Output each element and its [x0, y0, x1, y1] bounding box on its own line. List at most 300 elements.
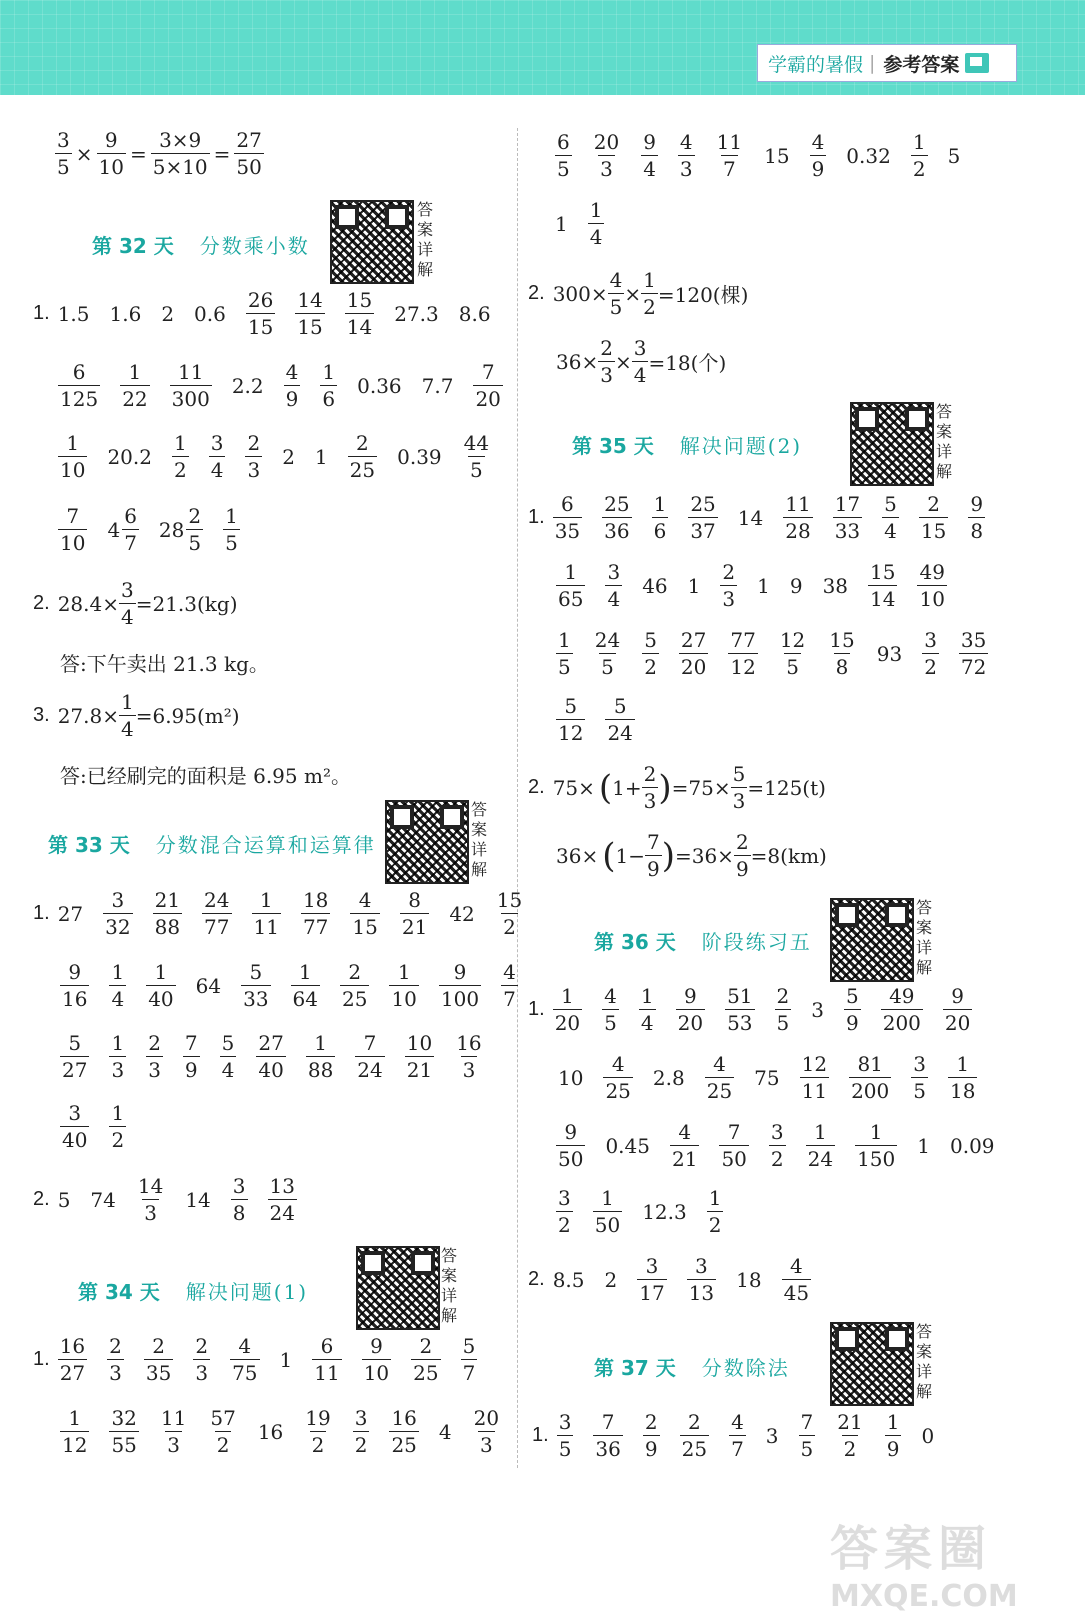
qr-code-icon[interactable] — [330, 200, 414, 284]
math-text: 10 — [919, 587, 945, 611]
math-text: 3 — [111, 1058, 125, 1082]
fraction — [350, 890, 379, 937]
math-text: 75× — [552, 775, 595, 800]
math-text: 2 — [348, 960, 362, 984]
math-text: 5 — [913, 1079, 926, 1103]
math-text: 4 — [713, 1052, 726, 1076]
fraction — [186, 506, 203, 553]
day34-q1-row2 — [60, 1408, 521, 1455]
fraction — [881, 986, 923, 1033]
fraction — [495, 890, 524, 937]
math-text: 5 — [225, 531, 238, 555]
math-text: 2 — [722, 560, 736, 584]
math-text: 1 — [225, 504, 238, 528]
column-divider — [517, 128, 518, 1468]
math-text: 15 — [297, 315, 323, 339]
fraction — [58, 433, 87, 480]
math-text: =21.3(kg) — [135, 591, 238, 616]
math-text: 8 — [835, 655, 849, 679]
math-text: 9 — [646, 857, 660, 881]
math-text: 25 — [349, 458, 376, 482]
math-text: 10 — [363, 1361, 390, 1385]
math-text: 13 — [688, 1281, 715, 1305]
math-text: 5 — [845, 984, 859, 1008]
math-text: 3 — [480, 1433, 493, 1457]
fraction — [60, 1103, 89, 1150]
fraction — [799, 1412, 816, 1459]
math-text: 4 — [238, 1334, 252, 1358]
fraction — [291, 962, 320, 1009]
day32-q2-answer — [60, 648, 289, 677]
qr-label: 答案详解 — [440, 1246, 457, 1325]
fraction — [911, 132, 928, 179]
math-text: 25 — [681, 1437, 708, 1461]
math-text: 27 — [236, 128, 262, 152]
math-text: 5 — [601, 655, 614, 679]
math-text: 25 — [605, 1079, 631, 1103]
fraction — [461, 1336, 478, 1383]
math-text: 27.8× — [57, 703, 119, 728]
math-text: =8(km) — [750, 843, 827, 868]
math-text: 3 — [924, 628, 937, 652]
math-text: 1 — [757, 573, 770, 598]
math-text: =6.95(m²) — [135, 703, 240, 728]
math-text: 93 — [876, 641, 903, 666]
math-text: 4 — [120, 717, 134, 741]
fraction — [882, 494, 899, 541]
math-text: 2 — [644, 1410, 658, 1434]
math-text: 2 — [643, 295, 656, 319]
math-text: 4 — [604, 984, 617, 1008]
math-text: 12 — [730, 655, 756, 679]
right-top-row1 — [555, 132, 980, 179]
fraction — [107, 1336, 124, 1383]
math-text: 6 — [72, 360, 86, 384]
math-text: 1 — [111, 960, 125, 984]
math-text: 24 — [807, 1147, 834, 1171]
fraction — [827, 630, 856, 677]
fraction — [348, 433, 377, 480]
math-text: 7 — [184, 1031, 198, 1055]
math-text: 2 — [912, 157, 926, 181]
math-text: 3 — [633, 336, 647, 360]
math-text: 150 — [857, 1147, 896, 1171]
math-text: 14 — [737, 505, 764, 530]
fraction — [109, 962, 126, 1009]
fraction — [230, 1336, 259, 1383]
math-text: 12 — [801, 1052, 828, 1076]
math-text: 2 — [927, 492, 940, 516]
fraction — [234, 130, 263, 177]
day35-q2a — [528, 764, 846, 811]
math-text: 1 — [558, 628, 571, 652]
math-text: 16 — [257, 1419, 284, 1444]
math-text: 4 — [640, 1011, 654, 1035]
math-text: 53 — [727, 1011, 753, 1035]
math-text: 24 — [357, 1058, 383, 1082]
day32-q1-row2 — [58, 362, 523, 409]
math-text: 15 — [764, 143, 790, 168]
math-text: 4 — [107, 517, 121, 542]
fraction — [643, 1412, 660, 1459]
math-text: 36× — [556, 349, 599, 374]
math-text: 5 — [221, 1031, 235, 1055]
math-text: 14 — [297, 288, 323, 312]
fraction — [919, 494, 948, 541]
math-text: 10 — [391, 987, 417, 1011]
math-text: = — [213, 141, 231, 166]
math-text: 12 — [558, 721, 584, 745]
math-text: 15 — [247, 315, 274, 339]
math-text: 21 — [837, 1410, 863, 1434]
header-title-box — [757, 44, 1017, 82]
math-text: 1− — [615, 843, 645, 868]
math-text: 3 — [210, 431, 224, 455]
math-text: 33 — [243, 987, 269, 1011]
math-text: 9 — [370, 1334, 383, 1358]
qr-label: 答案详解 — [915, 1322, 932, 1401]
math-text: 3. — [33, 704, 50, 726]
math-text: 3 — [558, 1410, 572, 1434]
fraction — [355, 1033, 384, 1080]
math-text: 17 — [639, 1281, 665, 1305]
math-text: 27 — [680, 628, 707, 652]
fraction — [605, 696, 634, 743]
fraction — [783, 494, 812, 541]
math-text: 25 — [391, 1433, 417, 1457]
qr-label: 答案详解 — [915, 898, 932, 977]
math-text: 77 — [730, 628, 756, 652]
math-text: 1 — [886, 1410, 900, 1434]
fraction — [729, 1412, 746, 1459]
math-text: 1 — [813, 1120, 827, 1144]
fraction — [855, 1122, 897, 1169]
math-text: 25 — [690, 492, 716, 516]
math-text: 6 — [322, 387, 336, 411]
math-text: 9 — [811, 157, 825, 181]
math-text: 75 — [754, 1065, 780, 1090]
math-text: 38 — [822, 573, 849, 598]
fraction — [389, 1408, 418, 1455]
math-text: 1 — [111, 1031, 125, 1055]
math-text: 5 — [800, 1437, 814, 1461]
math-text: 2 — [558, 1213, 571, 1237]
math-text: 9 — [564, 1120, 578, 1144]
day33-q1-row3 — [60, 1033, 504, 1080]
fraction — [720, 562, 737, 609]
math-text: 5 — [732, 762, 746, 786]
fraction — [58, 1336, 87, 1383]
math-text: 5 — [249, 960, 263, 984]
fraction — [639, 986, 656, 1033]
math-text: 5 — [470, 458, 483, 482]
math-text: 2 — [843, 1437, 857, 1461]
fraction — [810, 132, 827, 179]
day33-q2 — [33, 1176, 317, 1223]
fraction — [252, 890, 281, 937]
math-text: 8.5 — [552, 1267, 585, 1292]
math-text: 1. — [528, 998, 545, 1020]
math-text: 2 — [644, 655, 657, 679]
math-text: 3 — [732, 789, 746, 813]
fraction — [652, 494, 669, 541]
fraction — [806, 1122, 835, 1169]
math-text: 9 — [285, 387, 299, 411]
fraction — [687, 1256, 716, 1303]
math-text: 9 — [104, 128, 118, 152]
fraction — [245, 433, 262, 480]
math-text: 3 — [195, 1361, 209, 1385]
math-text: 3 — [109, 1361, 122, 1385]
math-text: 3 — [607, 560, 621, 584]
math-text: 8 — [970, 519, 984, 543]
math-text: 2 — [503, 915, 516, 939]
math-text: 65 — [558, 587, 584, 611]
math-text: 3 — [247, 458, 261, 482]
fraction — [868, 562, 897, 609]
math-text: 3 — [913, 1052, 926, 1076]
math-text: 125 — [60, 387, 99, 411]
math-text: 5 — [947, 143, 961, 168]
qr-code-icon[interactable] — [385, 800, 469, 884]
math-text: 10 — [60, 531, 86, 555]
fraction — [728, 630, 757, 677]
day32-q1-row3 — [58, 433, 511, 480]
math-text: 1. — [33, 1348, 50, 1370]
math-text: 81 — [857, 1052, 883, 1076]
math-text: 74 — [90, 1187, 116, 1212]
fraction — [295, 290, 324, 337]
math-text: 3 — [695, 1254, 708, 1278]
math-text: 72 — [960, 655, 987, 679]
math-text: 15 — [496, 888, 523, 912]
fraction — [454, 1033, 483, 1080]
fraction — [719, 1122, 748, 1169]
math-text: 3 — [558, 1186, 571, 1210]
math-text: 1. — [33, 302, 50, 324]
fraction — [60, 1033, 89, 1080]
math-text: 2. — [528, 282, 545, 304]
section-title-day32: 第 32 天 分数乘小数 — [92, 234, 310, 258]
fraction — [556, 1122, 585, 1169]
fraction — [598, 338, 615, 385]
math-text: 2 — [247, 431, 261, 455]
math-text: 12.3 — [642, 1199, 687, 1224]
math-text: 2. — [528, 776, 545, 798]
math-text: =18(个) — [648, 351, 727, 375]
fraction — [284, 362, 301, 409]
math-text: 14 — [346, 315, 373, 339]
math-text: 2 — [735, 830, 749, 854]
math-text: 4 — [678, 1120, 692, 1144]
day36-q1-row2 — [558, 1054, 997, 1101]
math-text: 36 — [604, 519, 630, 543]
math-text: 4 — [679, 130, 693, 154]
math-text: 4 — [811, 130, 825, 154]
math-text: 1 — [869, 1120, 883, 1144]
math-text: 10 — [406, 1031, 433, 1055]
math-text: 21 — [401, 915, 428, 939]
math-text: 100 — [440, 987, 480, 1011]
math-text: 2 — [111, 1128, 125, 1152]
fraction — [256, 1033, 285, 1080]
math-text: 0.36 — [357, 373, 402, 398]
fraction — [439, 962, 481, 1009]
math-text: 4 — [120, 605, 134, 629]
math-text: 4 — [221, 1058, 235, 1082]
math-text: 42 — [449, 901, 475, 926]
math-text: 9 — [453, 960, 467, 984]
math-text: 200 — [882, 1011, 921, 1035]
math-text: 答:下午卖出 21.3 kg。 — [60, 652, 269, 676]
math-text: = — [129, 141, 147, 166]
math-text: 88 — [307, 1058, 334, 1082]
math-text: 24 — [204, 888, 230, 912]
math-text: 3 — [68, 1101, 82, 1125]
fraction — [632, 338, 649, 385]
math-text: 2 — [354, 1433, 368, 1457]
math-text: 2 — [173, 458, 187, 482]
fraction — [603, 1054, 632, 1101]
qr-label: 答案详解 — [935, 402, 952, 481]
math-text: 2 — [708, 1213, 722, 1237]
math-text: 3 — [148, 1058, 161, 1082]
math-text: 33 — [834, 519, 861, 543]
day32-q1-row4 — [58, 506, 260, 553]
math-text: 5 — [188, 531, 202, 555]
math-text: 3×9 — [159, 128, 202, 152]
math-text: 9 — [68, 960, 82, 984]
math-text: 5 — [68, 1031, 82, 1055]
math-text: 25 — [604, 492, 630, 516]
fraction — [731, 764, 748, 811]
fraction — [833, 494, 862, 541]
math-text: ( — [602, 835, 616, 876]
math-text: 50 — [236, 155, 262, 179]
math-text: 2 — [152, 1334, 165, 1358]
math-text: 50 — [721, 1147, 747, 1171]
math-text: 3 — [811, 997, 824, 1022]
math-text: 200 — [851, 1079, 890, 1103]
math-text: 1 — [111, 1101, 125, 1125]
fraction — [835, 1412, 864, 1459]
math-text: 40 — [148, 987, 174, 1011]
math-text: 18 — [950, 1079, 976, 1103]
fraction — [159, 1408, 188, 1455]
fraction — [775, 986, 792, 1033]
math-text: 9 — [643, 130, 656, 154]
fraction — [556, 630, 573, 677]
math-text: 1. — [532, 1424, 549, 1446]
day36-q1-row1 — [528, 986, 992, 1033]
qr-code-icon[interactable] — [356, 1246, 440, 1330]
fraction — [556, 1188, 573, 1235]
math-text: 2 — [161, 301, 175, 326]
math-text: 7 — [124, 531, 137, 555]
math-text: 21 — [154, 888, 181, 912]
fraction — [109, 1103, 126, 1150]
fraction — [209, 433, 226, 480]
day32-q2 — [33, 580, 258, 627]
math-text: 答:已经刷完的面积是 6.95 m²。 — [60, 764, 351, 788]
math-text: 20.2 — [107, 444, 152, 469]
math-text: 7 — [363, 1031, 377, 1055]
fraction — [911, 1054, 928, 1101]
fraction — [849, 1054, 891, 1101]
math-text: 10 — [98, 155, 124, 179]
qr-code-icon[interactable] — [850, 402, 934, 486]
fraction — [120, 362, 149, 409]
math-text: 3 — [462, 1058, 476, 1082]
fraction — [707, 1188, 724, 1235]
fraction — [688, 494, 717, 541]
fraction — [268, 1176, 297, 1223]
fraction — [734, 832, 751, 879]
day32-q1-row1 — [33, 290, 511, 337]
fraction — [800, 1054, 829, 1101]
math-text: 2 — [216, 1433, 230, 1457]
fraction — [645, 832, 662, 879]
qr-code-icon[interactable] — [830, 898, 914, 982]
math-text: 1 — [154, 960, 168, 984]
day32-q3 — [33, 692, 260, 739]
math-text: 19 — [305, 1406, 331, 1430]
fraction — [637, 1256, 666, 1303]
math-text: 1 — [561, 984, 574, 1008]
math-text: 11 — [178, 360, 204, 384]
fraction — [641, 270, 658, 317]
math-text: 15 — [870, 560, 896, 584]
fraction — [556, 696, 585, 743]
section-title-day36: 第 36 天 阶段练习五 — [594, 930, 812, 954]
fraction — [602, 494, 631, 541]
fraction — [778, 630, 807, 677]
math-text: 50 — [594, 1213, 621, 1237]
math-text: 5 — [564, 694, 578, 718]
fraction — [680, 1412, 709, 1459]
math-text: =36× — [674, 843, 734, 868]
math-text: 5 — [776, 1011, 790, 1035]
math-text: 7 — [646, 830, 660, 854]
day34-q1-row1 — [33, 1336, 497, 1383]
math-text: 1 — [68, 1406, 82, 1430]
math-text: 2 — [311, 1433, 325, 1457]
fraction — [725, 986, 754, 1033]
math-text: 7 — [462, 1361, 476, 1385]
math-text: 17 — [834, 492, 861, 516]
math-text: 0.45 — [605, 1133, 650, 1158]
math-text: 1 — [322, 360, 336, 384]
answer-label: 参考答案 — [883, 53, 960, 76]
math-text: =125(t) — [747, 775, 826, 800]
math-text: 2.2 — [231, 373, 264, 398]
math-text: 2 — [924, 655, 937, 679]
math-text: ) — [661, 835, 675, 876]
math-text: 1 — [66, 431, 80, 455]
qr-code-icon[interactable] — [830, 1322, 914, 1406]
math-text: 8 — [232, 1201, 246, 1225]
math-text: 1.6 — [109, 301, 142, 326]
fraction — [109, 1033, 126, 1080]
fraction — [146, 1033, 163, 1080]
math-text: 5 — [57, 1187, 71, 1212]
fraction — [670, 1122, 699, 1169]
math-text: 3 — [722, 587, 736, 611]
math-text: 1 — [259, 888, 273, 912]
math-text: =120(棵) — [657, 283, 749, 307]
math-text: 2 — [356, 431, 369, 455]
right-q2a — [528, 270, 768, 317]
